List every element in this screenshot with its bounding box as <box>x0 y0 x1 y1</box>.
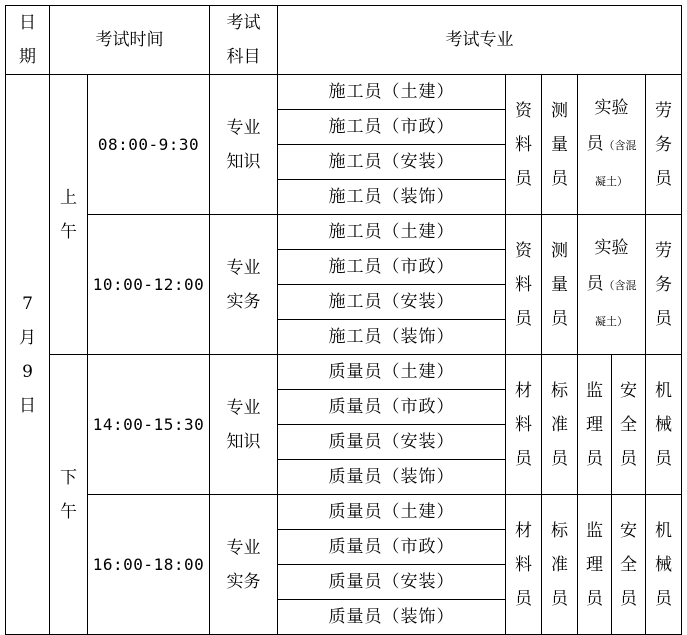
header-major-cell: 考试专业 <box>278 6 682 75</box>
session-time: 10:00-12:00 <box>88 215 210 355</box>
major-cell: 施工员（安装） <box>278 145 506 180</box>
half-day-char: 午 <box>60 501 77 522</box>
session-subject <box>210 495 278 635</box>
extra-major-cell: 材 料 员 <box>506 355 542 495</box>
half-day-char: 午 <box>60 221 77 242</box>
extra-major-cell: 劳 务 员 <box>646 75 682 215</box>
extra-major-cell: 安 全 员 <box>612 355 646 495</box>
extra-major-cell: 标 准 员 <box>542 495 578 635</box>
session-subject <box>210 75 278 215</box>
extra-major-cell: 标 准 员 <box>542 355 578 495</box>
subject-line: 实务 <box>226 571 261 592</box>
session-time: 16:00-18:00 <box>88 495 210 635</box>
major-cell: 施工员（土建） <box>278 75 506 110</box>
session-time: 08:00-9:30 <box>88 75 210 215</box>
half-day-char: 上 <box>60 187 77 208</box>
date-char: 月 <box>19 327 36 348</box>
extra-major-cell: 机 械 员 <box>646 355 682 495</box>
table-row <box>6 215 682 250</box>
extra-major-cell: 监 理 员 <box>578 495 612 635</box>
major-cell: 质量员（土建） <box>278 495 506 530</box>
session-subject <box>210 355 278 495</box>
date-char: 9 <box>22 361 33 382</box>
table-row <box>6 495 682 530</box>
extra-major-cell: 机 械 员 <box>646 495 682 635</box>
table-row <box>6 75 682 110</box>
extra-major-cell: 资 料 员 <box>506 215 542 355</box>
major-cell: 质量员（装饰） <box>278 460 506 495</box>
major-cell: 施工员（装饰） <box>278 180 506 215</box>
header-time-cell: 考试时间 <box>50 6 210 75</box>
extra-major-cell: 监 理 员 <box>578 355 612 495</box>
date-char: 7 <box>22 293 33 314</box>
major-cell: 施工员（装饰） <box>278 320 506 355</box>
subject-line: 知识 <box>226 431 261 452</box>
header-date-cell <box>6 6 50 75</box>
session-time: 14:00-15:30 <box>88 355 210 495</box>
extra-major-cell: 材 料 员 <box>506 495 542 635</box>
major-cell: 质量员（土建） <box>278 355 506 390</box>
extra-major-cell: 测 量 员 <box>542 215 578 355</box>
major-cell: 质量员（市政） <box>278 530 506 565</box>
header-subject-line: 科目 <box>226 47 261 67</box>
extra-major-cell: 实验 员（含混 凝土） <box>578 75 646 215</box>
header-date-char: 期 <box>19 47 36 67</box>
morning-cell <box>50 75 88 355</box>
major-cell: 施工员（市政） <box>278 110 506 145</box>
header-date-char: 日 <box>19 13 36 33</box>
header-subject-line: 考试 <box>226 13 261 33</box>
subject-line: 实务 <box>226 291 261 312</box>
extra-major-cell: 资 料 员 <box>506 75 542 215</box>
header-row <box>6 6 682 75</box>
extra-major-cell: 安 全 员 <box>612 495 646 635</box>
table-row <box>6 355 682 390</box>
extra-major-cell: 测 量 员 <box>542 75 578 215</box>
subject-line: 专业 <box>226 257 261 278</box>
exam-schedule-table <box>5 5 682 635</box>
afternoon-cell <box>50 355 88 635</box>
header-subject-cell <box>210 6 278 75</box>
subject-line: 知识 <box>226 151 261 172</box>
subject-line: 专业 <box>226 397 261 418</box>
half-day-char: 下 <box>60 467 77 488</box>
session-subject <box>210 215 278 355</box>
date-char: 日 <box>19 395 36 416</box>
date-cell <box>6 75 50 635</box>
major-cell: 质量员（安装） <box>278 425 506 460</box>
major-cell: 施工员（市政） <box>278 250 506 285</box>
major-cell: 施工员（土建） <box>278 215 506 250</box>
extra-major-cell: 劳 务 员 <box>646 215 682 355</box>
major-cell: 质量员（市政） <box>278 390 506 425</box>
major-cell: 质量员（装饰） <box>278 600 506 635</box>
extra-major-cell: 实验 员（含混 凝土） <box>578 215 646 355</box>
major-cell: 质量员（安装） <box>278 565 506 600</box>
major-cell: 施工员（安装） <box>278 285 506 320</box>
subject-line: 专业 <box>226 537 261 558</box>
subject-line: 专业 <box>226 117 261 138</box>
